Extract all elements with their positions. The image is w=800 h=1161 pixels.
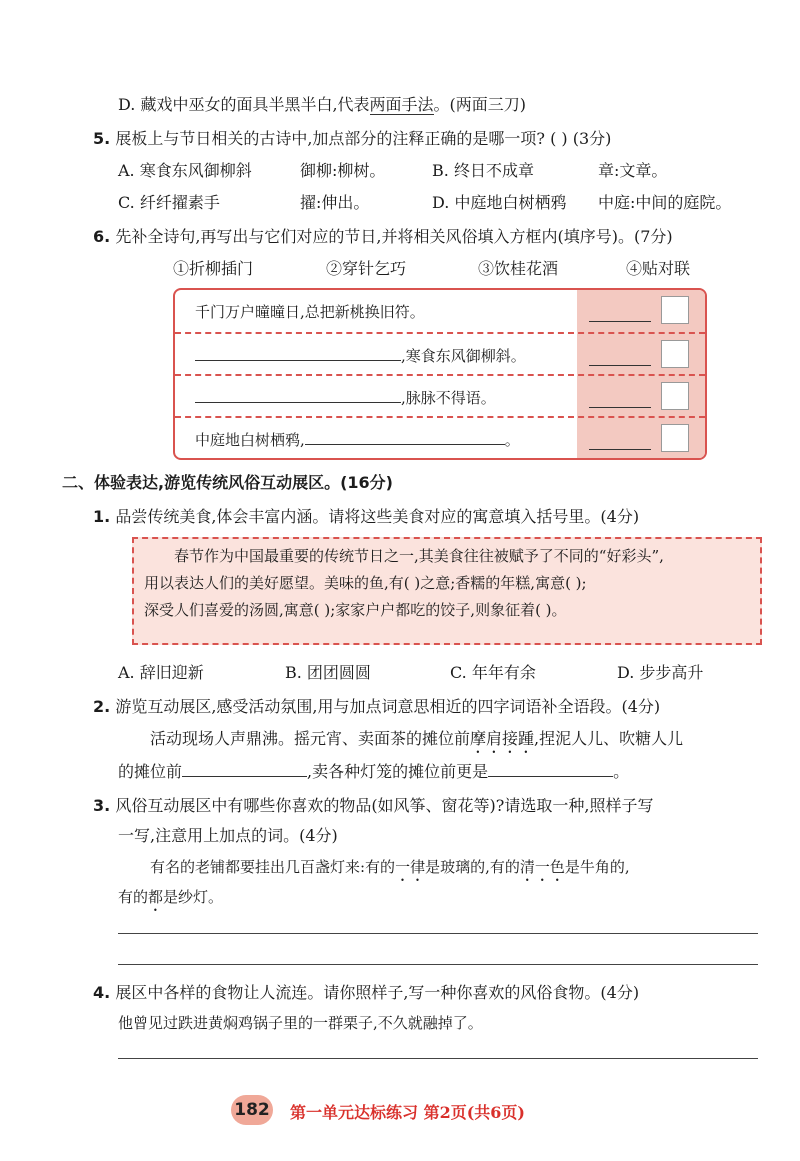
question-number: 6. — [93, 227, 111, 246]
question-number: 2. — [93, 697, 111, 716]
text-segment: 是玻璃的,有的 — [425, 858, 520, 876]
text-segment: 是牛角的, — [564, 858, 630, 876]
footer-text: 第一单元达标练习 第2页(共6页) — [290, 1103, 525, 1122]
text-segment: ,卖各种灯笼的摊位前更是 — [307, 762, 489, 781]
s2q1-option-c: C. 年年有余 — [450, 663, 536, 682]
s2q3-stem-line2: 一写,注意用上加点的词。(4分) — [118, 826, 338, 845]
poem-line-text: ,寒食东风御柳斜。 — [401, 347, 526, 365]
question-score: (3分) — [572, 129, 612, 148]
s2q2-line2 — [118, 759, 629, 782]
question-text: 品尝传统美食,体会丰富内涵。请将这些美食对应的寓意填入括号里。(4分) — [115, 507, 640, 526]
festival-blank[interactable] — [589, 365, 651, 366]
custom-answer-box[interactable] — [661, 424, 689, 452]
question-text: 风俗互动展区中有哪些你喜欢的物品(如风筝、窗花等)?请选取一种,照样子写 — [115, 796, 654, 815]
poem-line — [195, 429, 520, 450]
poem-row — [175, 416, 705, 460]
answer-blank[interactable] — [488, 776, 613, 777]
s2q3-example-line1 — [150, 856, 630, 885]
food-passage-box — [132, 537, 762, 645]
question-number: 4. — [93, 983, 111, 1002]
question-number: 3. — [93, 796, 111, 815]
dotted-word: 一律 — [395, 858, 426, 876]
option-phrase: 终日不成章 — [453, 161, 534, 180]
q5-option-c — [118, 190, 220, 213]
option-phrase: 中庭地白树栖鸦 — [454, 193, 567, 212]
q5-option-c-note: 擢:伸出。 — [300, 193, 370, 212]
custom-answer-box[interactable] — [661, 296, 689, 324]
text-segment: 。 — [613, 762, 630, 781]
text-segment: 是纱灯。 — [163, 888, 224, 906]
question-text: 展区中各样的食物让人流连。请你照样子,写一种你喜欢的风俗食物。(4分) — [115, 983, 640, 1002]
s2q1-option-b: B. 团团圆圆 — [285, 663, 371, 682]
text-segment: 有的 — [118, 888, 149, 906]
q5-option-d-note: 中庭:中间的庭院。 — [598, 193, 732, 212]
s2q1-option-d: D. 步步高升 — [617, 663, 704, 682]
s2q3-stem-line1 — [93, 793, 653, 816]
poem-line: 千门万户曈曈日,总把新桃换旧符。 — [195, 303, 425, 321]
poem-line-text: 中庭地白树栖鸦, — [195, 431, 305, 449]
poem-blank[interactable] — [195, 402, 401, 403]
dotted-word: 清一色 — [519, 858, 565, 876]
poem-line — [195, 345, 526, 366]
poem-blank[interactable] — [195, 360, 401, 361]
section-title: 二、体验表达,游览传统风俗互动展区。(16分) — [62, 473, 393, 492]
q6-stem — [93, 224, 673, 247]
question-text: 游览互动展区,感受活动氛围,用与加点词意思相近的四字词语补全语段。(4分) — [115, 697, 661, 716]
festival-blank[interactable] — [589, 407, 651, 408]
option-label: D. — [432, 193, 450, 212]
question-number: 1. — [93, 507, 111, 526]
page-number-badge: 182 — [231, 1095, 273, 1125]
q5-option-d — [432, 190, 566, 213]
q5-option-a — [118, 158, 252, 181]
poem-answer-box — [173, 288, 707, 460]
answer-line[interactable] — [118, 1058, 758, 1059]
answer-blank[interactable] — [182, 776, 307, 777]
answer-line[interactable] — [118, 933, 758, 934]
custom-option-2: ②穿针乞巧 — [326, 259, 407, 278]
poem-blank[interactable] — [305, 444, 505, 445]
custom-option-1: ①折柳插门 — [173, 259, 254, 278]
answer-line[interactable] — [118, 964, 758, 965]
s2q2-stem — [93, 694, 660, 717]
custom-option-4: ④贴对联 — [626, 259, 691, 278]
text-segment: ,捏泥人儿、吹糖人儿 — [534, 729, 684, 748]
option-text: 藏戏中巫女的面具半黑半白,代表 — [140, 95, 370, 114]
poem-line-text: ,脉脉不得语。 — [401, 389, 496, 407]
answer-paren[interactable]: ( ) — [550, 129, 568, 148]
option-label: C. — [118, 193, 135, 212]
poem-line-end: 。 — [504, 431, 520, 449]
option-answer: 。(两面三刀) — [433, 95, 527, 114]
dotted-word: 摩肩接踵 — [470, 729, 535, 748]
option-phrase: 寒食东风御柳斜 — [139, 161, 252, 180]
q5-option-b-note: 章:文章。 — [598, 161, 668, 180]
custom-option-3: ③饮桂花酒 — [478, 259, 559, 278]
q4-option-d — [118, 92, 526, 115]
q5-stem — [93, 126, 611, 149]
q5-option-a-note: 御柳:柳树。 — [300, 161, 386, 180]
q5-option-b — [432, 158, 534, 181]
text-segment: 的摊位前 — [118, 762, 183, 781]
s2q1-option-a: A. 辞旧迎新 — [118, 663, 204, 682]
option-phrase: 纤纤擢素手 — [139, 193, 220, 212]
custom-answer-box[interactable] — [661, 340, 689, 368]
s2q3-example-line2 — [118, 886, 223, 915]
option-label: B. — [432, 161, 449, 180]
s2q2-line1 — [150, 726, 683, 757]
passage-line: 深受人们喜爱的汤圆,寓意( );家家户户都吃的饺子,则象征着( )。 — [144, 601, 567, 619]
s2q4-example: 他曾见过跌进黄焖鸡锅子里的一群栗子,不久就融掉了。 — [118, 1014, 483, 1032]
s2q1-stem — [93, 504, 639, 527]
question-text: 先补全诗句,再写出与它们对应的节日,并将相关风俗填入方框内(填序号)。(7分) — [115, 227, 673, 246]
option-label: A. — [118, 161, 135, 180]
poem-row — [175, 290, 705, 332]
question-text: 展板上与节日相关的古诗中,加点部分的注释正确的是哪一项? — [115, 129, 545, 148]
festival-blank[interactable] — [589, 321, 651, 322]
festival-blank[interactable] — [589, 449, 651, 450]
underlined-phrase: 两面手法 — [369, 95, 434, 114]
poem-row — [175, 374, 705, 418]
option-label: D. — [118, 95, 136, 114]
poem-line — [195, 387, 496, 408]
dotted-word: 都 — [148, 888, 164, 906]
s2q4-stem — [93, 980, 639, 1003]
passage-line: 春节作为中国最重要的传统节日之一,其美食往往被赋予了不同的“好彩头”, — [174, 547, 664, 565]
custom-answer-box[interactable] — [661, 382, 689, 410]
question-number: 5. — [93, 129, 111, 148]
text-segment: 有名的老铺都要挂出几百盏灯来:有的 — [150, 858, 396, 876]
text-segment: 活动现场人声鼎沸。摇元宵、卖面茶的摊位前 — [150, 729, 471, 748]
poem-row — [175, 332, 705, 376]
passage-line: 用以表达人们的美好愿望。美味的鱼,有( )之意;香糯的年糕,寓意( ); — [144, 574, 587, 592]
